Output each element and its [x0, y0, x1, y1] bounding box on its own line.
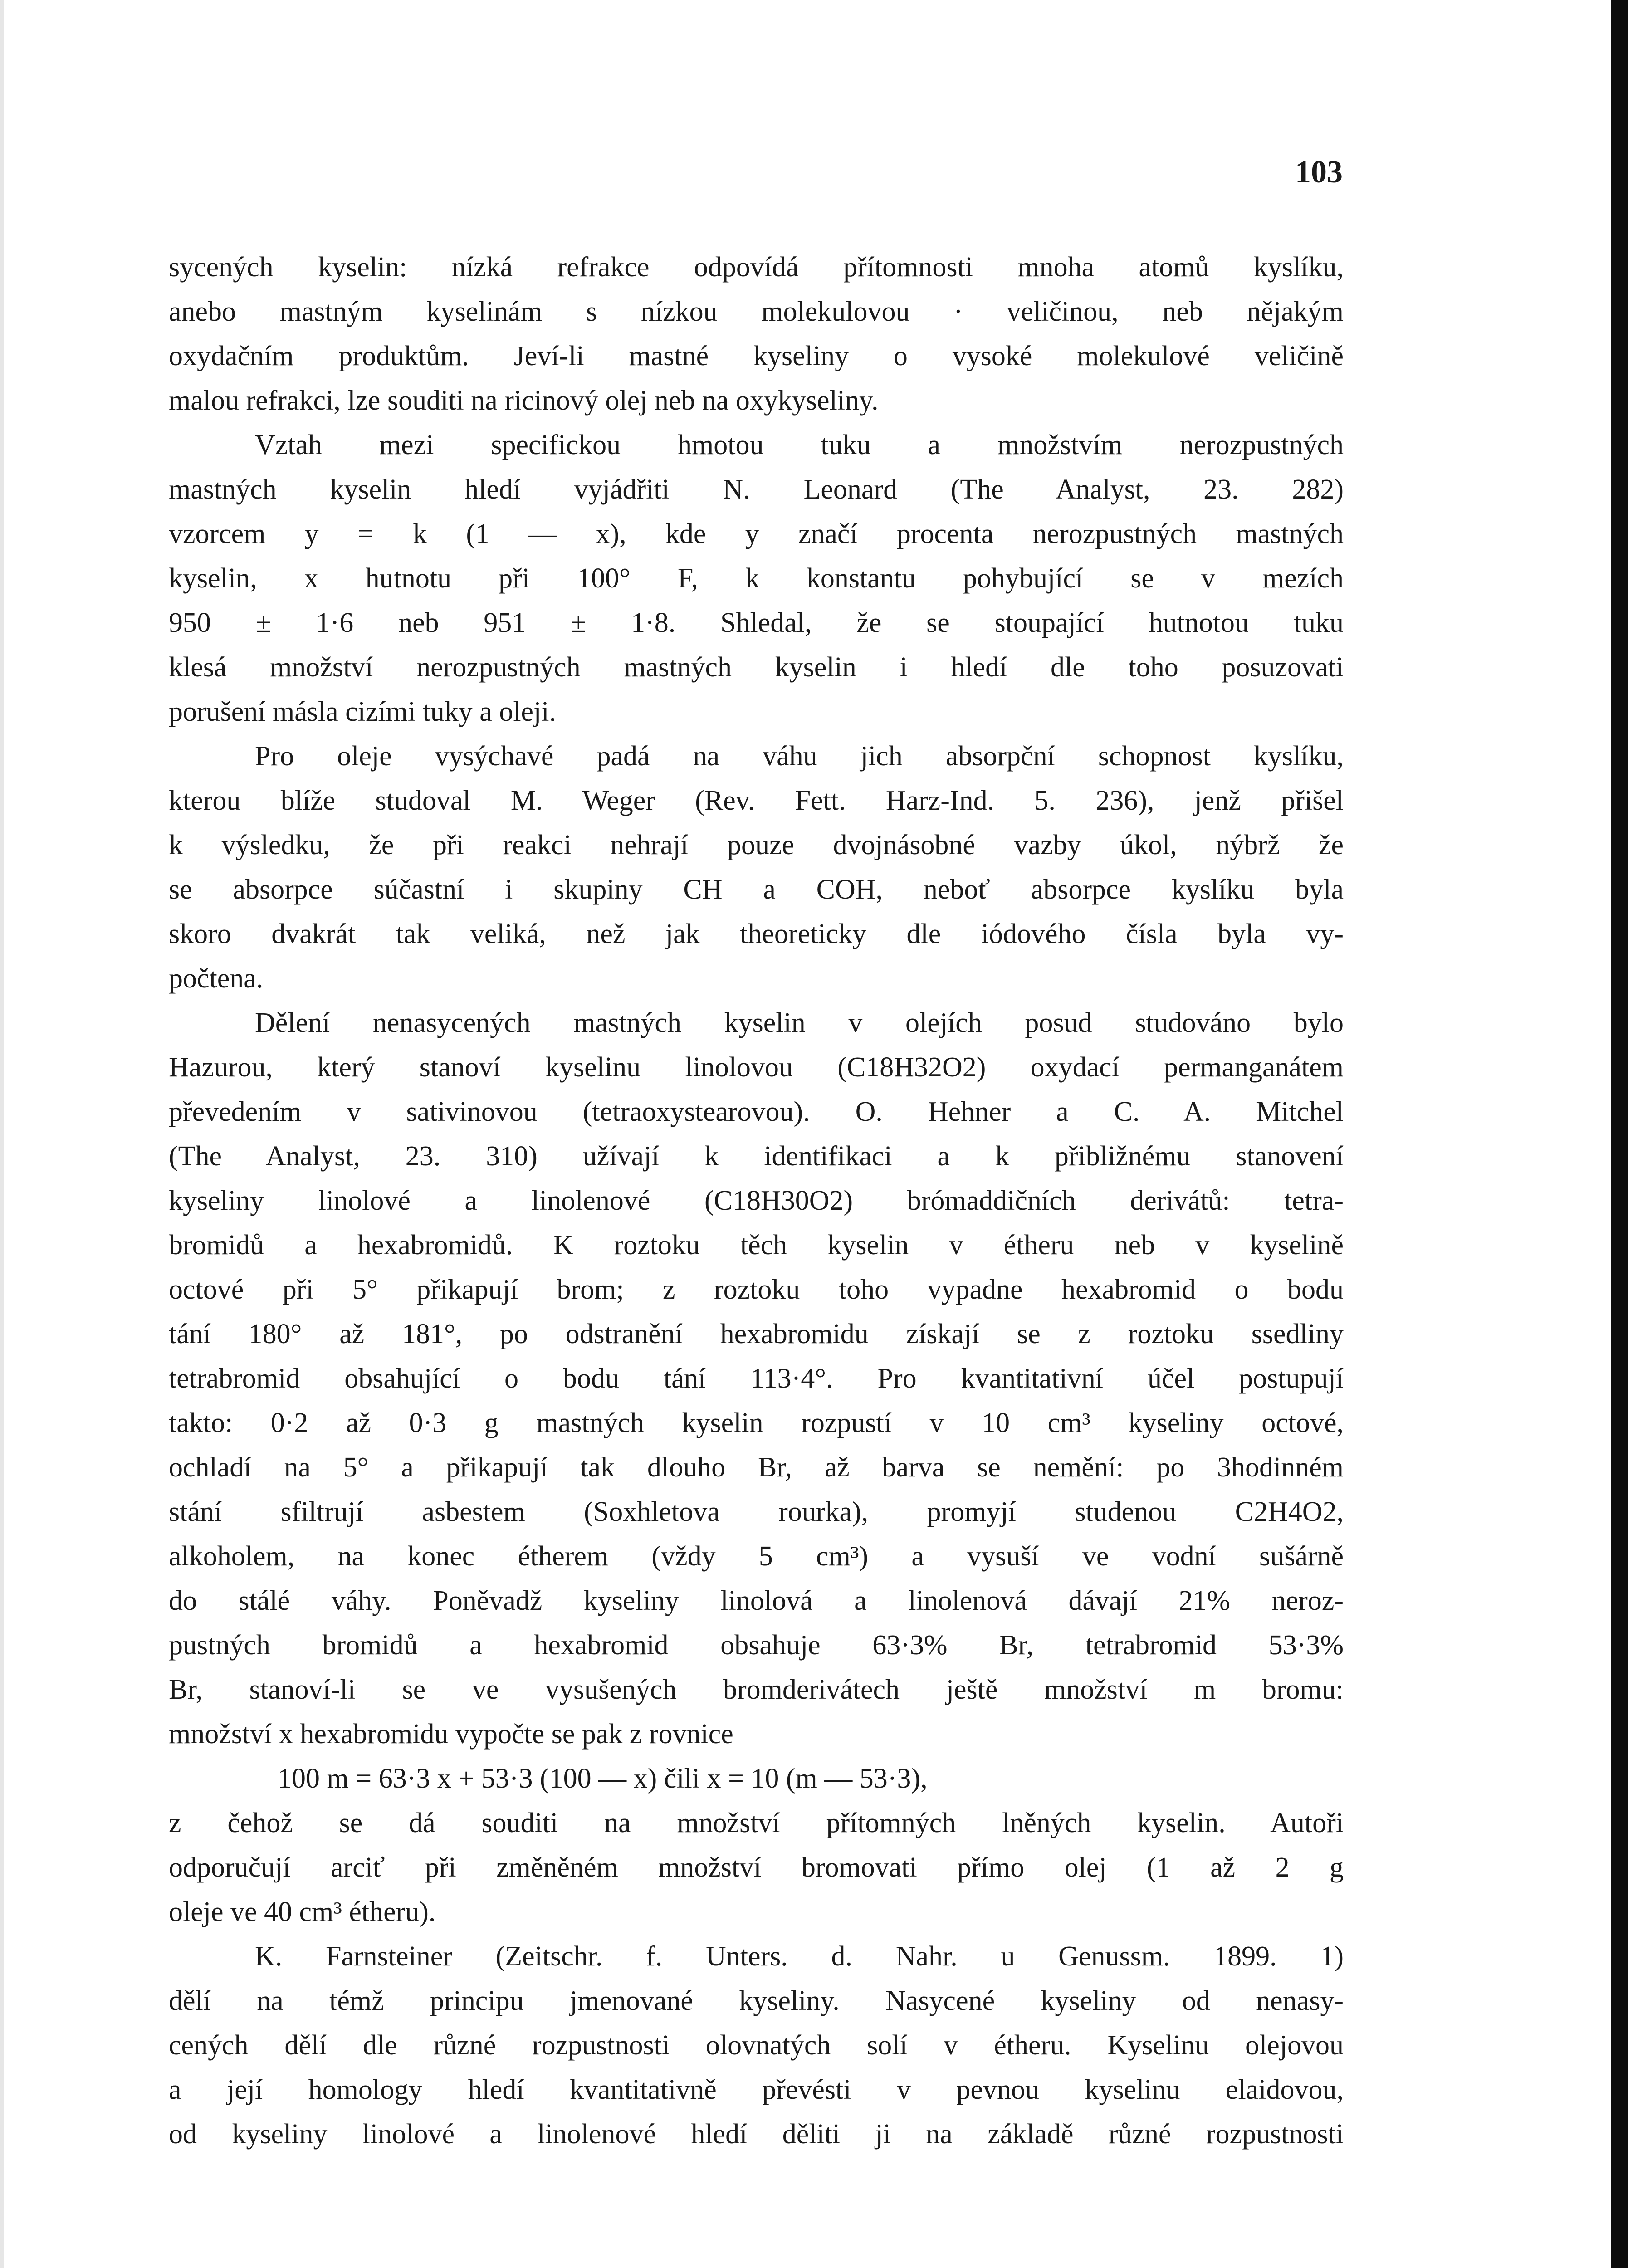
text-line: od kyseliny linolové a linolenové hledí děliti ji na základě různé rozpustnosti [169, 2119, 1344, 2150]
text-line: Dělení nenasycených mastných kyselin v olejích posud studováno bylo [255, 1007, 1344, 1038]
text-line: stání sfiltrují asbestem (Soxhletova rourka), promyjí studenou C2H4O2, [169, 1496, 1344, 1527]
text-line: kyseliny linolové a linolenové (C18H30O2) brómaddičních derivátů: tetra- [169, 1185, 1344, 1216]
page-number: 103 [1295, 155, 1343, 190]
scan-border-left [0, 0, 4, 2268]
text-line: převedením v sativinovou (tetraoxystearovou). O. Hehner a C. A. Mitchel [169, 1096, 1344, 1127]
text-line: Br, stanoví-li se ve vysušených bromderivátech ještě množství m bromu: [169, 1674, 1344, 1705]
text-line: alkoholem, na konec étherem (vždy 5 cm³) a vysuší ve vodní sušárně [169, 1541, 1344, 1572]
text-line: klesá množství nerozpustných mastných kyselin i hledí dle toho posuzovati [169, 652, 1344, 683]
text-line: vzorcem y = k (1 — x), kde y značí procenta nerozpustných mastných [169, 518, 1344, 549]
text-line: takto: 0·2 až 0·3 g mastných kyselin rozpustí v 10 cm³ kyseliny octové, [169, 1408, 1344, 1438]
text-line: (The Analyst, 23. 310) užívají k identifikaci a k přibližnému stanovení [169, 1141, 1344, 1172]
text-line: 950 ± 1·6 neb 951 ± 1·8. Shledal, že se stoupající hutnotou tuku [169, 607, 1344, 638]
text-line: kyselin, x hutnotu při 100° F, k konstantu pohybující se v mezích [169, 563, 1344, 594]
text-line: Vztah mezi specifickou hmotou tuku a množstvím nerozpustných [255, 430, 1344, 460]
text-line: bromidů a hexabromidů. K roztoku těch kyselin v étheru neb v kyselině [169, 1230, 1344, 1261]
text-line: ochladí na 5° a přikapují tak dlouho Br, až barva se nemění: po 3hodinném [169, 1452, 1344, 1483]
text-line: a její homology hledí kvantitativně převésti v pevnou kyselinu elaidovou, [169, 2074, 1344, 2105]
text-line: kterou blíže studoval M. Weger (Rev. Fett. Harz-Ind. 5. 236), jenž přišel [169, 785, 1344, 816]
text-line: porušení másla cizími tuky a oleji. [169, 696, 557, 727]
text-line: do stálé váhy. Poněvadž kyseliny linolová a linolenová dávají 21% neroz- [169, 1585, 1344, 1616]
text-line: malou refrakci, lze souditi na ricinový olej neb na oxykyseliny. [169, 385, 879, 416]
text-line: dělí na témž principu jmenované kyseliny. Nasycené kyseliny od nenasy- [169, 1985, 1344, 2016]
scan-border-right [1611, 0, 1628, 2268]
text-line: Pro oleje vysýchavé padá na váhu jich absorpční schopnost kyslíku, [255, 741, 1344, 772]
text-line: k výsledku, že při reakci nehrají pouze dvojnásobné vazby úkol, nýbrž že [169, 830, 1344, 860]
text-line: množství x hexabromidu vypočte se pak z rovnice [169, 1719, 733, 1750]
text-line: tetrabromid obsahující o bodu tání 113·4°. Pro kvantitativní účel postupují [169, 1363, 1344, 1394]
text-line: Hazurou, který stanoví kyselinu linolovou (C18H32O2) oxydací permanganátem [169, 1052, 1344, 1083]
text-line: se absorpce súčastní i skupiny CH a COH, neboť absorpce kyslíku byla [169, 874, 1344, 905]
text-line: K. Farnsteiner (Zeitschr. f. Unters. d. Nahr. u Genussm. 1899. 1) [255, 1941, 1344, 1972]
text-line: octové při 5° přikapují brom; z roztoku toho vypadne hexabromid o bodu [169, 1274, 1344, 1305]
text-line: mastných kyselin hledí vyjádřiti N. Leonard (The Analyst, 23. 282) [169, 474, 1344, 505]
text-line: anebo mastným kyselinám s nízkou molekulovou · veličinou, neb nějakým [169, 296, 1344, 327]
page-body-text [169, 245, 1344, 2156]
text-line: počtena. [169, 963, 264, 994]
text-line: odporučují arciť při změněném množství bromovati přímo olej (1 až 2 g [169, 1852, 1344, 1883]
text-line: tání 180° až 181°, po odstranění hexabromidu získají se z roztoku ssedliny [169, 1319, 1344, 1349]
text-line: oxydačním produktům. Jeví-li mastné kyseliny o vysoké molekulové veličině [169, 341, 1344, 371]
text-line: cených dělí dle různé rozpustnosti olovnatých solí v étheru. Kyselinu olejovou [169, 2030, 1344, 2061]
formula-line: 100 m = 63·3 x + 53·3 (100 — x) čili x = 10 (m — 53·3), [278, 1763, 928, 1794]
text-line: z čehož se dá souditi na množství přítomných lněných kyselin. Autoři [169, 1808, 1344, 1838]
text-line: skoro dvakrát tak veliká, než jak theoreticky dle iódového čísla byla vy- [169, 919, 1344, 949]
text-line: pustných bromidů a hexabromid obsahuje 63·3% Br, tetrabromid 53·3% [169, 1630, 1344, 1661]
text-line: sycených kyselin: nízká refrakce odpovídá přítomnosti mnoha atomů kyslíku, [169, 252, 1344, 283]
text-line: oleje ve 40 cm³ étheru). [169, 1897, 436, 1927]
